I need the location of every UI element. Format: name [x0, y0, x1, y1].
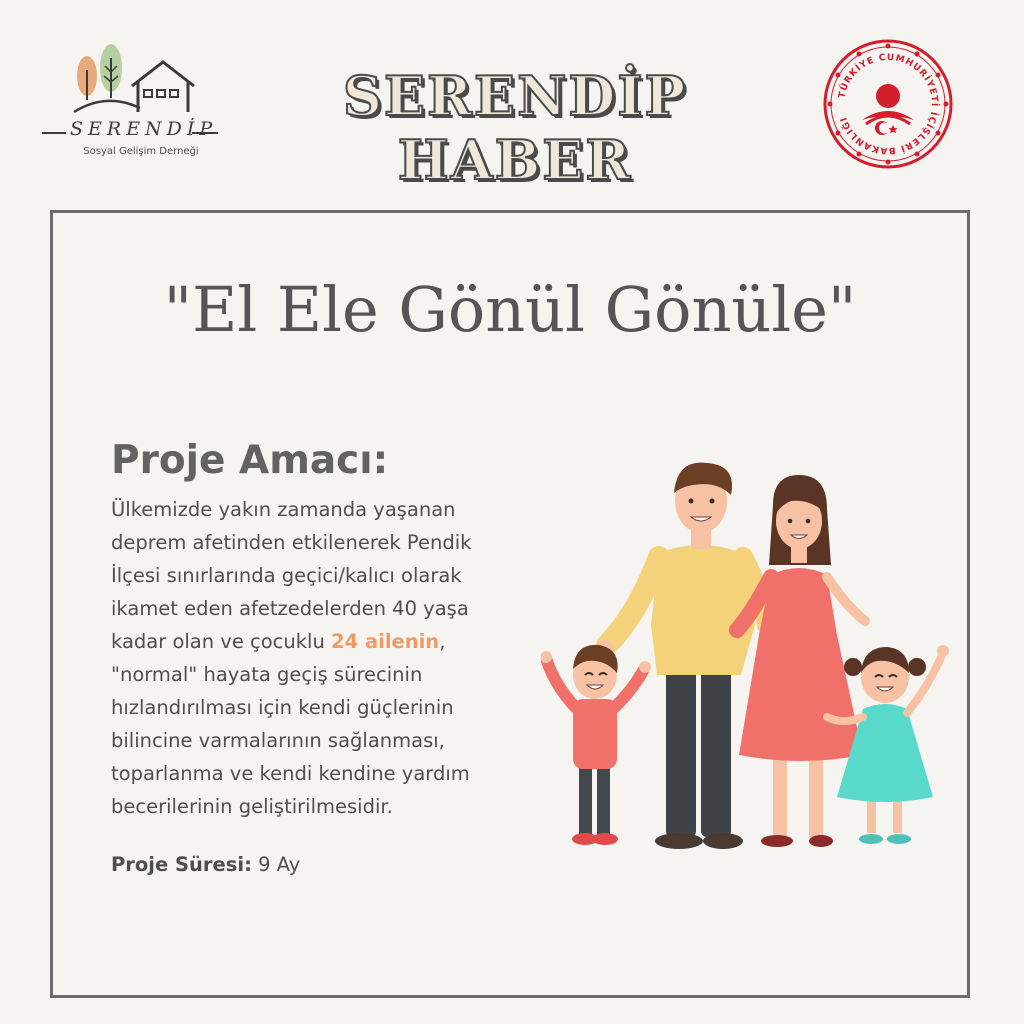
- boy-figure: [541, 645, 651, 845]
- description-line: deprem afetinden etkilenerek Pendik: [111, 531, 472, 554]
- logo-subtitle: Sosyal Gelişim Derneği: [83, 146, 199, 157]
- description-line: İlçesi sınırlarında geçici/kalıcı olarak: [111, 564, 462, 587]
- family-illustration-icon: [541, 445, 961, 865]
- seal-text: TÜRKİYE CUMHURİYETİ İÇİŞLERİ BAKANLIĞI: [837, 52, 940, 156]
- description-line: becerilerinin geliştirilmesidir.: [111, 795, 393, 818]
- content-card: [50, 210, 970, 998]
- description-line: bilincine varmalarının sağlanması,: [111, 729, 445, 752]
- description-line: ikamet eden afetzedelerden 40 yaşa: [111, 597, 469, 620]
- ministry-seal-icon: [822, 38, 954, 170]
- section-heading: Proje Amacı:: [111, 438, 389, 483]
- father-figure: [596, 463, 767, 849]
- description-text: ,: [439, 630, 446, 653]
- ministry-seal: [822, 38, 954, 170]
- duration-label: Proje Süresi:: [111, 853, 252, 876]
- duration-value: 9 Ay: [251, 853, 301, 876]
- logo-name: SERENDİP: [70, 118, 218, 140]
- family-illustration: [541, 445, 961, 865]
- description-line: hızlandırılması için kendi güçlerinin: [111, 696, 454, 719]
- description-line: [111, 625, 541, 658]
- project-description: [111, 493, 541, 823]
- serendip-logo: [36, 40, 226, 170]
- highlight-family-count: 24 ailenin: [331, 630, 440, 653]
- description-line: Ülkemizde yakın zamanda yaşanan: [111, 498, 456, 521]
- description-line: toparlanma ve kendi kendine yardım: [111, 762, 470, 785]
- project-duration: [111, 853, 300, 876]
- description-line: "normal" hayata geçiş sürecinin: [111, 663, 423, 686]
- project-title: "El Ele Gönül Gönüle": [163, 273, 857, 346]
- description-text: kadar olan ve çocuklu: [111, 630, 332, 653]
- masthead-title: SERENDİP HABER: [342, 64, 688, 192]
